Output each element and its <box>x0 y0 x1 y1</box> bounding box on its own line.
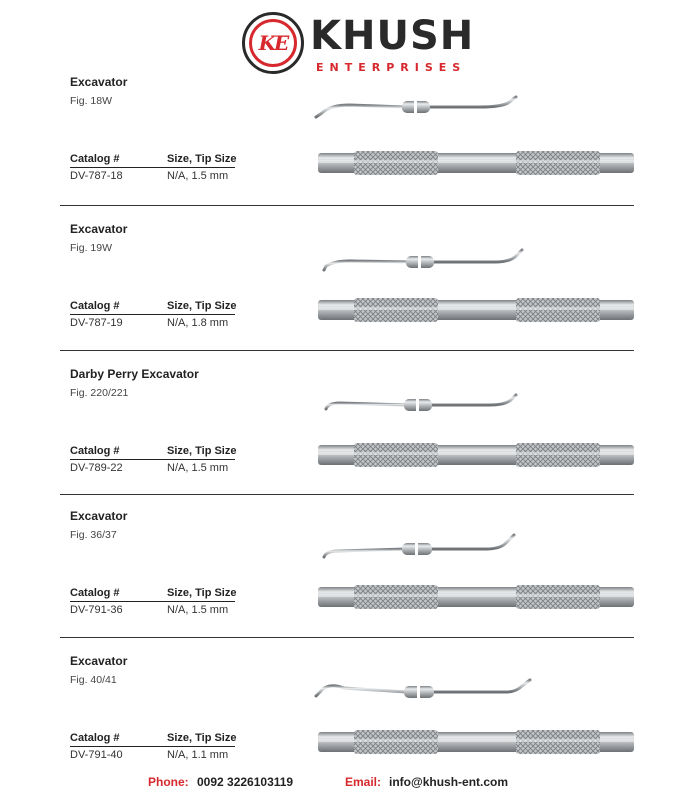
logo-monogram: KE <box>249 19 297 67</box>
product-item <box>0 222 689 367</box>
contact-footer <box>0 773 689 793</box>
catalog-number: DV-791-36 <box>70 604 123 616</box>
product-figure: Fig. 40/41 <box>70 674 117 686</box>
email-label: Email: <box>345 775 382 789</box>
instrument-handle-image <box>318 581 634 613</box>
catalog-header: Catalog # <box>70 300 120 312</box>
instrument-handle-image <box>318 294 634 326</box>
product-name: Darby Perry Excavator <box>70 367 199 381</box>
size-header: Size, Tip Size <box>167 300 237 312</box>
spec-underline <box>70 746 235 747</box>
logo-emblem <box>242 12 304 74</box>
instrument-tip-image <box>310 511 540 561</box>
spec-underline <box>70 167 235 168</box>
catalog-number: DV-789-22 <box>70 462 123 474</box>
instrument-handle-image <box>318 439 634 471</box>
instrument-handle-image <box>318 726 634 758</box>
product-figure: Fig. 19W <box>70 242 113 254</box>
email-address[interactable]: info@khush-ent.com <box>389 775 509 789</box>
catalog-number: DV-787-19 <box>70 317 123 329</box>
catalog-header: Catalog # <box>70 587 120 599</box>
instrument-tip-image <box>310 369 540 419</box>
phone-number[interactable]: 0092 3226103119 <box>197 775 294 789</box>
section-divider <box>60 205 634 206</box>
product-item <box>0 509 689 654</box>
section-divider <box>60 350 634 351</box>
instrument-tip-image <box>310 656 540 706</box>
product-name: Excavator <box>70 222 128 236</box>
size-header: Size, Tip Size <box>167 732 237 744</box>
catalog-header: Catalog # <box>70 153 120 165</box>
section-divider <box>60 637 634 638</box>
catalog-header: Catalog # <box>70 732 120 744</box>
tip-size: N/A, 1.1 mm <box>167 749 229 761</box>
brand-name: KHUSH <box>310 13 475 59</box>
catalog-number: DV-787-18 <box>70 170 123 182</box>
product-item <box>0 367 689 512</box>
product-figure: Fig. 36/37 <box>70 529 117 541</box>
spec-underline <box>70 601 235 602</box>
instrument-tip-image <box>310 224 540 274</box>
tip-size: N/A, 1.5 mm <box>167 170 229 182</box>
size-header: Size, Tip Size <box>167 587 237 599</box>
product-figure: Fig. 220/221 <box>70 387 129 399</box>
product-item <box>0 75 689 220</box>
spec-underline <box>70 314 235 315</box>
instrument-tip-image <box>310 77 540 127</box>
size-header: Size, Tip Size <box>167 445 237 457</box>
tip-size: N/A, 1.8 mm <box>167 317 229 329</box>
catalog-header: Catalog # <box>70 445 120 457</box>
brand-subtitle: ENTERPRISES <box>316 61 467 74</box>
catalog-number: DV-791-40 <box>70 749 123 761</box>
section-divider <box>60 494 634 495</box>
size-header: Size, Tip Size <box>167 153 237 165</box>
spec-underline <box>70 459 235 460</box>
tip-size: N/A, 1.5 mm <box>167 462 229 474</box>
product-name: Excavator <box>70 509 128 523</box>
instrument-handle-image <box>318 147 634 179</box>
tip-size: N/A, 1.5 mm <box>167 604 229 616</box>
product-name: Excavator <box>70 75 128 89</box>
company-logo <box>242 12 475 76</box>
product-figure: Fig. 18W <box>70 95 113 107</box>
product-name: Excavator <box>70 654 128 668</box>
phone-label: Phone: <box>148 775 189 789</box>
